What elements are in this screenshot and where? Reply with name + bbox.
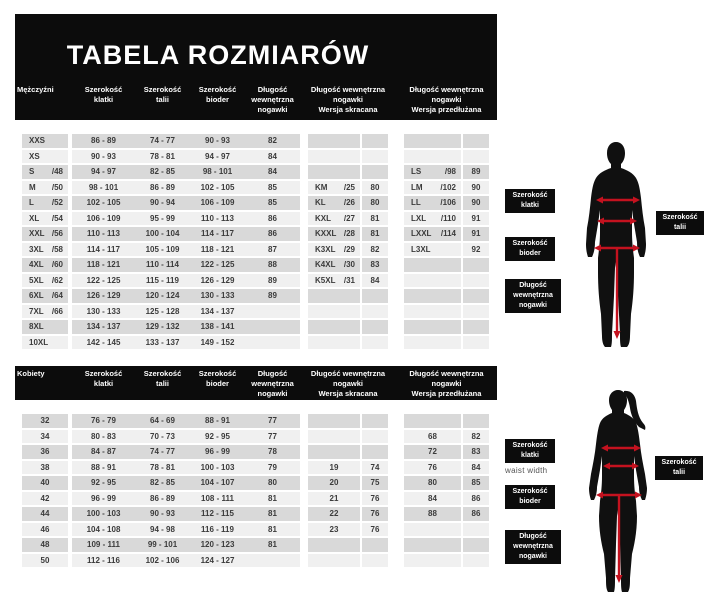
table-cell: 96 - 99 [190,445,245,459]
table-cell: 77 [245,414,300,428]
table-cell: 94 - 98 [135,523,190,537]
table-cell: 134 - 137 [72,320,135,334]
table-cell: 96 - 99 [72,492,135,506]
table-cell [463,414,489,428]
table-cell: 84 [362,274,388,288]
table-cell: 42 [22,492,68,506]
table-cell: 81 [362,212,388,226]
table-cell [308,289,360,303]
table-cell: 112 - 116 [72,554,135,568]
table-cell: 102 - 106 [135,554,190,568]
table-cell: 21 [308,492,360,506]
women-waist-label: Szerokość talii [655,456,703,480]
table-cell [362,165,388,179]
table-cell: 84 - 87 [72,445,135,459]
table-cell: 90 - 93 [72,150,135,164]
table-cell: 84 [245,150,300,164]
table-cell: 92 - 95 [190,430,245,444]
table-cell: 80 [404,476,461,490]
table-cell [463,538,489,552]
table-cell [404,134,461,148]
table-cell: 105 - 109 [135,243,190,257]
table-cell: 86 [245,227,300,241]
table-cell: 85 [245,196,300,210]
table-cell: 100 - 104 [135,227,190,241]
column-header-chest: Szerokość klatki [84,85,123,104]
table-cell: 76 [404,461,461,475]
table-cell [362,554,388,568]
men-waist-label: Szerokość talii [656,211,704,235]
table-cell: XXS [22,134,68,148]
table-cell: 78 [245,445,300,459]
table-cell: 76 [362,523,388,537]
table-cell: KXL /27 [308,212,360,226]
table-cell [362,134,388,148]
table-cell [308,150,360,164]
table-cell: 99 - 101 [135,538,190,552]
table-cell: 104 - 107 [190,476,245,490]
table-cell: 81 [362,227,388,241]
table-cell: K4XL /30 [308,258,360,272]
table-cell: 6XL /64 [22,289,68,303]
table-cell: 124 - 127 [190,554,245,568]
table-cell: 129 - 132 [135,320,190,334]
table-cell: LS /98 [404,165,461,179]
table-cell [404,305,461,319]
column-header-hips: Szerokość bioder [198,369,237,388]
table-cell: 88 [404,507,461,521]
table-cell: KXXL /28 [308,227,360,241]
column-header-chest: Szerokość klatki [84,369,123,388]
table-cell: 74 [362,461,388,475]
table-cell: 126 - 129 [72,289,135,303]
table-cell: 98 - 101 [190,165,245,179]
table-cell: K5XL /31 [308,274,360,288]
table-cell [362,150,388,164]
table-cell: 100 - 103 [72,507,135,521]
table-cell: 110 - 114 [135,258,190,272]
table-cell: 118 - 121 [190,243,245,257]
table-cell: KL /26 [308,196,360,210]
table-cell: 70 - 73 [135,430,190,444]
table-cell: 142 - 145 [72,336,135,350]
table-cell: 81 [245,523,300,537]
table-cell [463,134,489,148]
table-cell [404,258,461,272]
women-table [22,414,489,567]
table-cell: 78 - 81 [135,461,190,475]
table-cell: 81 [245,492,300,506]
table-cell [404,320,461,334]
men-inseam-label: Długość wewnętrzna nogawki [505,279,561,313]
table-cell: 110 - 113 [190,212,245,226]
table-cell [308,305,360,319]
table-cell: 134 - 137 [190,305,245,319]
table-cell: 126 - 129 [190,274,245,288]
table-cell: 110 - 113 [72,227,135,241]
table-cell: 149 - 152 [190,336,245,350]
table-cell [463,523,489,537]
table-cell [308,538,360,552]
table-cell: 50 [22,554,68,568]
table-cell [404,336,461,350]
table-cell: LXL /110 [404,212,461,226]
table-cell [404,289,461,303]
table-cell [362,445,388,459]
table-cell: 89 [245,274,300,288]
men-gender-label: Mężczyźni [17,85,54,94]
female-silhouette [584,386,656,600]
men-table [22,134,489,349]
table-cell [362,538,388,552]
women-inseam-label: Długość wewnętrzna nogawki [505,530,561,564]
column-header-inseam: Długość wewnętrzna nogawki [251,369,294,398]
table-cell: 72 [404,445,461,459]
table-cell: 80 [245,476,300,490]
table-cell [404,538,461,552]
table-cell [463,554,489,568]
table-cell [308,430,360,444]
table-cell [308,134,360,148]
table-cell: 112 - 115 [190,507,245,521]
table-cell [362,289,388,303]
table-cell: 64 - 69 [135,414,190,428]
table-cell: 8XL [22,320,68,334]
table-cell: 68 [404,430,461,444]
table-cell: 23 [308,523,360,537]
table-cell: 114 - 117 [72,243,135,257]
table-cell [245,336,300,350]
table-cell: XL /54 [22,212,68,226]
table-cell [308,554,360,568]
table-cell: KM /25 [308,181,360,195]
men-chest-label: Szerokość klatki [505,189,555,213]
table-cell [362,305,388,319]
table-cell [308,414,360,428]
table-cell: 74 - 77 [135,445,190,459]
table-cell [362,414,388,428]
table-cell: 102 - 105 [72,196,135,210]
table-cell: 115 - 119 [135,274,190,288]
table-cell [463,305,489,319]
table-cell: 86 - 89 [135,492,190,506]
table-cell [404,523,461,537]
table-cell: 76 - 79 [72,414,135,428]
table-cell: M /50 [22,181,68,195]
table-cell: 85 [245,181,300,195]
table-cell: 95 - 99 [135,212,190,226]
table-cell: XXL /56 [22,227,68,241]
table-cell [404,554,461,568]
table-cell: 83 [463,445,489,459]
table-cell: 98 - 101 [72,181,135,195]
table-cell: LL /106 [404,196,461,210]
table-cell: 76 [362,492,388,506]
column-header-inseam-long: Długość wewnętrzna nogawki Wersja przedłużana [409,85,484,114]
table-cell: 94 - 97 [190,150,245,164]
table-cell [463,274,489,288]
table-cell: 80 [362,196,388,210]
table-cell: 106 - 109 [190,196,245,210]
table-cell: 100 - 103 [190,461,245,475]
table-cell [362,320,388,334]
table-cell: 88 - 91 [72,461,135,475]
table-cell: 85 [463,476,489,490]
table-cell: 82 [463,430,489,444]
table-cell: 74 - 77 [135,134,190,148]
table-cell: 7XL /66 [22,305,68,319]
table-cell: 89 [245,289,300,303]
table-cell: 90 - 94 [135,196,190,210]
table-cell: 82 - 85 [135,165,190,179]
table-cell: 40 [22,476,68,490]
table-cell [308,320,360,334]
table-cell [362,430,388,444]
waist-width-note: waist width [505,466,548,475]
table-cell: 120 - 124 [135,289,190,303]
table-cell: 138 - 141 [190,320,245,334]
table-cell: LM /102 [404,181,461,195]
table-cell: 82 [245,134,300,148]
table-cell: 102 - 105 [190,181,245,195]
table-cell: 4XL /60 [22,258,68,272]
table-cell: 82 [362,243,388,257]
table-cell: 104 - 108 [72,523,135,537]
table-cell: 130 - 133 [190,289,245,303]
table-cell: 87 [245,243,300,257]
table-cell: 10XL [22,336,68,350]
table-cell: 46 [22,523,68,537]
table-cell: 86 - 89 [72,134,135,148]
table-cell: 130 - 133 [72,305,135,319]
table-cell: 79 [245,461,300,475]
table-cell [245,320,300,334]
table-cell: 118 - 121 [72,258,135,272]
table-cell: 80 [362,181,388,195]
men-column-headers [17,85,489,115]
table-cell: 84 [463,461,489,475]
male-silhouette [580,140,652,352]
women-column-headers [17,369,489,399]
table-cell: 75 [362,476,388,490]
table-cell: 48 [22,538,68,552]
column-header-hips: Szerokość bioder [198,85,237,104]
table-cell: 86 [463,492,489,506]
table-cell: 84 [245,165,300,179]
table-cell: 82 - 85 [135,476,190,490]
table-cell: 81 [245,507,300,521]
table-cell: 38 [22,461,68,475]
chart-title: TABELA ROZMIARÓW [66,40,370,70]
table-cell: 19 [308,461,360,475]
table-cell: 120 - 123 [190,538,245,552]
table-cell: K3XL /29 [308,243,360,257]
table-cell [308,336,360,350]
table-cell: 122 - 125 [190,258,245,272]
column-header-waist: Szerokość talii [143,369,182,388]
table-cell: 108 - 111 [190,492,245,506]
table-cell: 44 [22,507,68,521]
table-cell: 92 - 95 [72,476,135,490]
table-cell: 5XL /62 [22,274,68,288]
table-cell: 36 [22,445,68,459]
table-cell [463,258,489,272]
table-cell: 89 [463,165,489,179]
table-cell: LXXL /114 [404,227,461,241]
table-cell: 77 [245,430,300,444]
men-hips-label: Szerokość bioder [505,237,555,261]
table-cell: 88 [245,258,300,272]
table-cell: 133 - 137 [135,336,190,350]
women-chest-label: Szerokość klatki [505,439,555,463]
table-cell: 22 [308,507,360,521]
table-cell [463,336,489,350]
table-cell [404,274,461,288]
women-gender-label: Kobiety [17,369,45,378]
table-cell: 106 - 109 [72,212,135,226]
table-cell: 86 [463,507,489,521]
table-cell [245,554,300,568]
table-cell: L3XL [404,243,461,257]
table-cell: 80 - 83 [72,430,135,444]
table-cell [463,150,489,164]
table-cell: 125 - 128 [135,305,190,319]
table-cell: 90 - 93 [135,507,190,521]
table-cell [308,445,360,459]
table-cell: XS [22,150,68,164]
table-cell: 84 [404,492,461,506]
table-cell: 78 - 81 [135,150,190,164]
table-cell: 32 [22,414,68,428]
table-cell: 109 - 111 [72,538,135,552]
table-cell: 90 - 93 [190,134,245,148]
table-cell: 90 [463,181,489,195]
table-cell: 114 - 117 [190,227,245,241]
column-header-inseam-long: Długość wewnętrzna nogawki Wersja przedłużana [409,369,484,398]
table-cell: 122 - 125 [72,274,135,288]
column-header-inseam-short: Długość wewnętrzna nogawki Wersja skracana [310,85,386,114]
table-cell [404,414,461,428]
table-cell: 116 - 119 [190,523,245,537]
table-cell [308,165,360,179]
table-cell: L /52 [22,196,68,210]
table-cell [463,289,489,303]
column-header-inseam-short: Długość wewnętrzna nogawki Wersja skracana [310,369,386,398]
table-cell: 34 [22,430,68,444]
table-cell: 81 [245,538,300,552]
table-cell [245,305,300,319]
table-cell: 86 - 89 [135,181,190,195]
table-cell [362,336,388,350]
table-cell: 83 [362,258,388,272]
table-cell: 92 [463,243,489,257]
table-cell: 3XL /58 [22,243,68,257]
table-cell: 90 [463,196,489,210]
table-cell: 76 [362,507,388,521]
table-cell: 86 [245,212,300,226]
table-cell [404,150,461,164]
women-hips-label: Szerokość bioder [505,485,555,509]
table-cell: 88 - 91 [190,414,245,428]
table-cell: S /48 [22,165,68,179]
table-cell: 94 - 97 [72,165,135,179]
table-cell [463,320,489,334]
table-cell: 91 [463,227,489,241]
column-header-inseam: Długość wewnętrzna nogawki [251,85,294,114]
column-header-waist: Szerokość talii [143,85,182,104]
table-cell: 20 [308,476,360,490]
table-cell: 91 [463,212,489,226]
